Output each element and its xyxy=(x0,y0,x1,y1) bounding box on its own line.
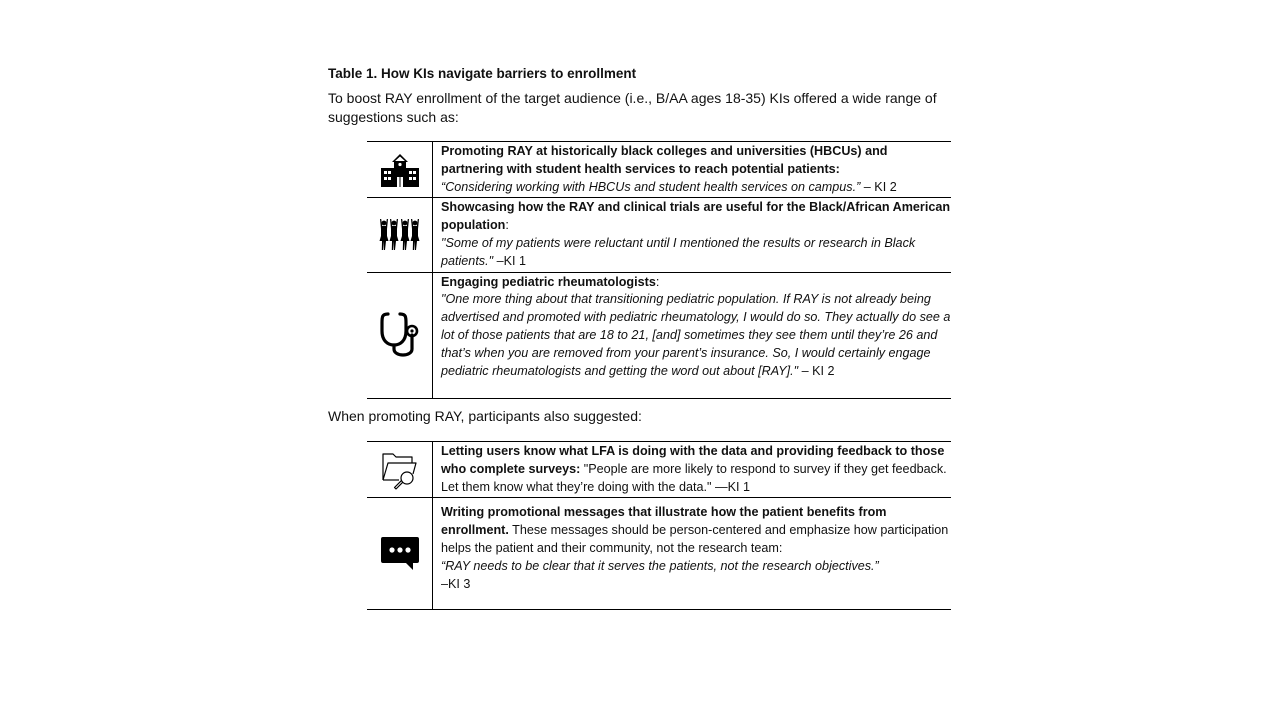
row-attribution: –KI 3 xyxy=(441,576,471,591)
table-row xyxy=(367,198,951,272)
row-body: "People are more likely to respond to survey if they get feedback. Let them know what they’re doing with the data." —KI 1 xyxy=(441,461,947,494)
table-title: Table 1. How KIs navigate barriers to enrollment xyxy=(328,66,637,81)
folder-search-icon xyxy=(367,450,432,490)
table-row xyxy=(367,442,951,498)
row-quote: "Some of my patients were reluctant until I mentioned the results or research in Black patients." xyxy=(441,235,916,268)
row-heading: Engaging pediatric rheumatologists xyxy=(441,274,656,289)
chat-bubble-icon xyxy=(367,537,432,571)
secondary-intro: When promoting RAY, participants also suggested: xyxy=(328,408,642,424)
promotion-table xyxy=(367,441,951,610)
suggestions-table xyxy=(367,141,951,399)
row-attribution: – KI 2 xyxy=(860,179,897,194)
row-heading: Writing promotional messages that illustrate how the patient benefits from enrollment. xyxy=(441,505,887,538)
table-row xyxy=(367,142,951,198)
school-building-icon xyxy=(367,153,432,187)
heading-suffix: : xyxy=(655,274,660,289)
row-quote: “RAY needs to be clear that it serves the patients, not the research objectives.” xyxy=(441,558,879,573)
row-attribution: –KI 1 xyxy=(493,253,526,268)
row-heading: Promoting RAY at historically black colleges and universities (HBCUs) and partnering with student health services to reach potential patients: xyxy=(441,144,888,176)
row-heading: Showcasing how the RAY and clinical trials are useful for the Black/African American population xyxy=(441,200,951,233)
intro-paragraph: To boost RAY enrollment of the target audience (i.e., B/AA ages 18-35) KIs offered a wide range of suggestions such as: xyxy=(328,90,937,125)
row-quote: "One more thing about that transitioning pediatric population. If RAY is not already being advertised and promoted with pediatric rheumatology, I would do so. They actually do see a lot of those patients that are 18 to 21, [and] sometimes they see them until they’re 26 and that’s when you are removed from your parent’s insurance. So, I would certainly engage pediatric rheumatologists and getting the word out about [RAY]." xyxy=(441,292,951,378)
stethoscope-icon xyxy=(367,311,432,359)
heading-suffix: : xyxy=(505,218,509,233)
table-row xyxy=(367,498,951,610)
row-body: These messages should be person-centered and emphasize how participation helps the patient and their community, not the research team: xyxy=(441,523,949,555)
table-row xyxy=(367,272,951,398)
row-heading: Letting users know what LFA is doing with the data and providing feedback to those who complete surveys: xyxy=(441,444,945,476)
people-group-icon xyxy=(367,219,432,251)
row-quote: “Considering working with HBCUs and student health services on campus.” xyxy=(441,179,861,194)
row-attribution: – KI 2 xyxy=(798,363,835,378)
